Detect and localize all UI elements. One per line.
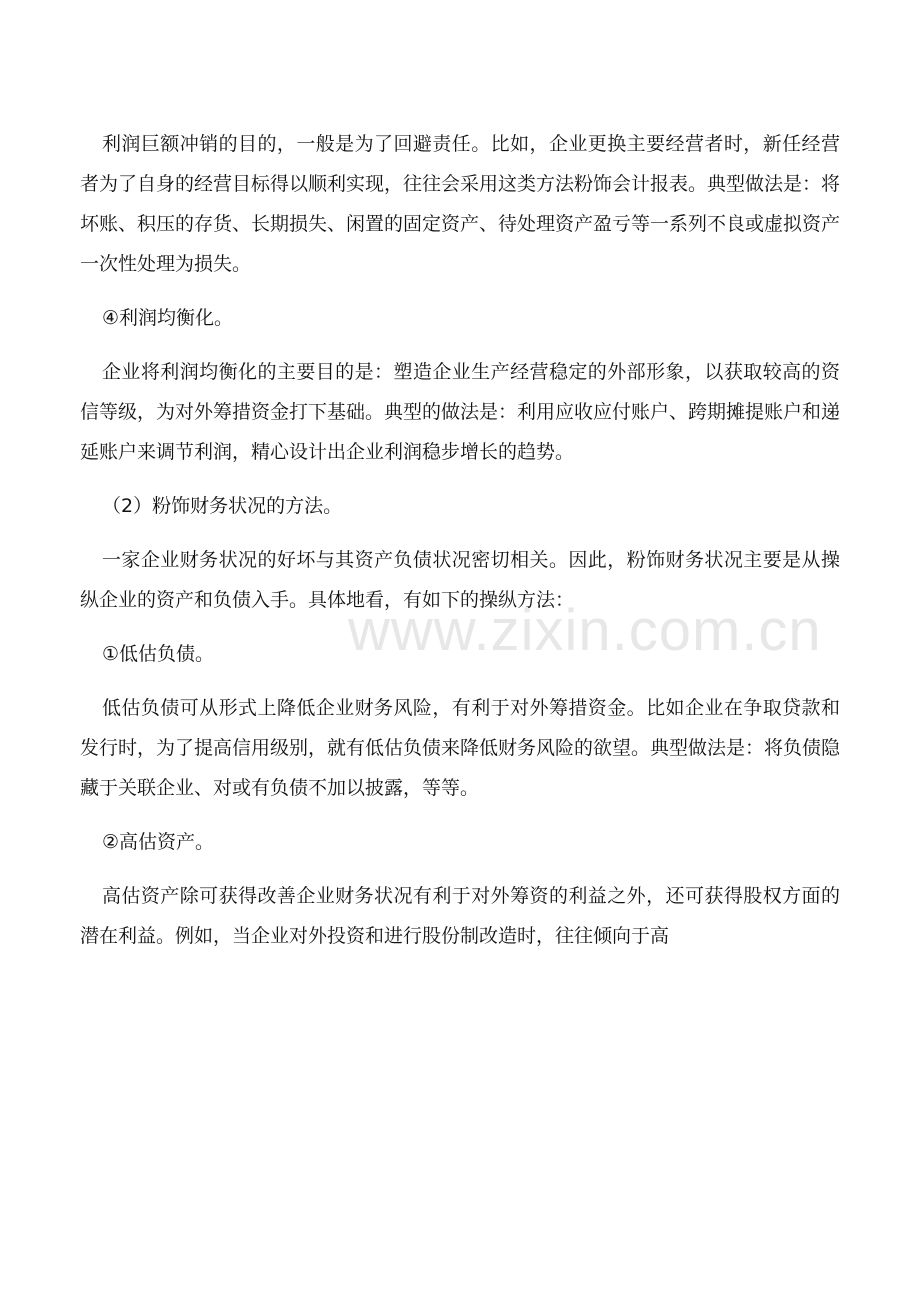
- paragraph-profit-smoothing: 企业将利润均衡化的主要目的是：塑造企业生产经营稳定的外部形象，以获取较高的资信等级，为对外筹措资金打下基础。典型的做法是：利用应收应付账户、跨期摊提账户和递延账户来调节利润，精心设计出企业利润稳步增长的趋势。: [80, 361, 841, 463]
- paragraph-profit-writeoff: 利润巨额冲销的目的，一般是为了回避责任。比如，企业更换主要经营者时，新任经营者为了自身的经营目标得以顺利实现，往往会采用这类方法粉饰会计报表。典型做法是：将坏账、积压的存货、长期损失、闲置的固定资产、待处理资产盈亏等一系列不良或虚拟资产一次性处理为损失。: [80, 133, 841, 275]
- watermark-text: www.zixin.com.cn: [348, 598, 822, 663]
- heading-overestimate-assets: ②高估资产。: [102, 831, 215, 853]
- heading-underestimate-liabilities: ①低估负债。: [102, 643, 215, 665]
- paragraph-overestimate-assets: 高估资产除可获得改善企业财务状况有利于对外筹资的利益之外，还可获得股权方面的潜在利益。例如，当企业对外投资和进行股份制改造时，往往倾向于高: [80, 885, 840, 947]
- heading-profit-smoothing: ④利润均衡化。: [102, 307, 234, 329]
- heading-financial-position-methods: （2）粉饰财务状况的方法。: [102, 495, 343, 517]
- paragraph-underestimate-liabilities: 低估负债可从形式上降低企业财务风险，有利于对外筹措资金。比如企业在争取贷款和发行时，为了提高信用级别，就有低估负债来降低财务风险的欲望。典型做法是：将负债隐藏于关联企业、对或有负债不加以披露，等等。: [80, 697, 841, 799]
- paragraph-financial-position: 一家企业财务状况的好坏与其资产负债状况密切相关。因此，粉饰财务状况主要是从操纵企业的资产和负债入手。具体地看，有如下的操纵方法：: [80, 549, 840, 611]
- document-body: [80, 124, 840, 970]
